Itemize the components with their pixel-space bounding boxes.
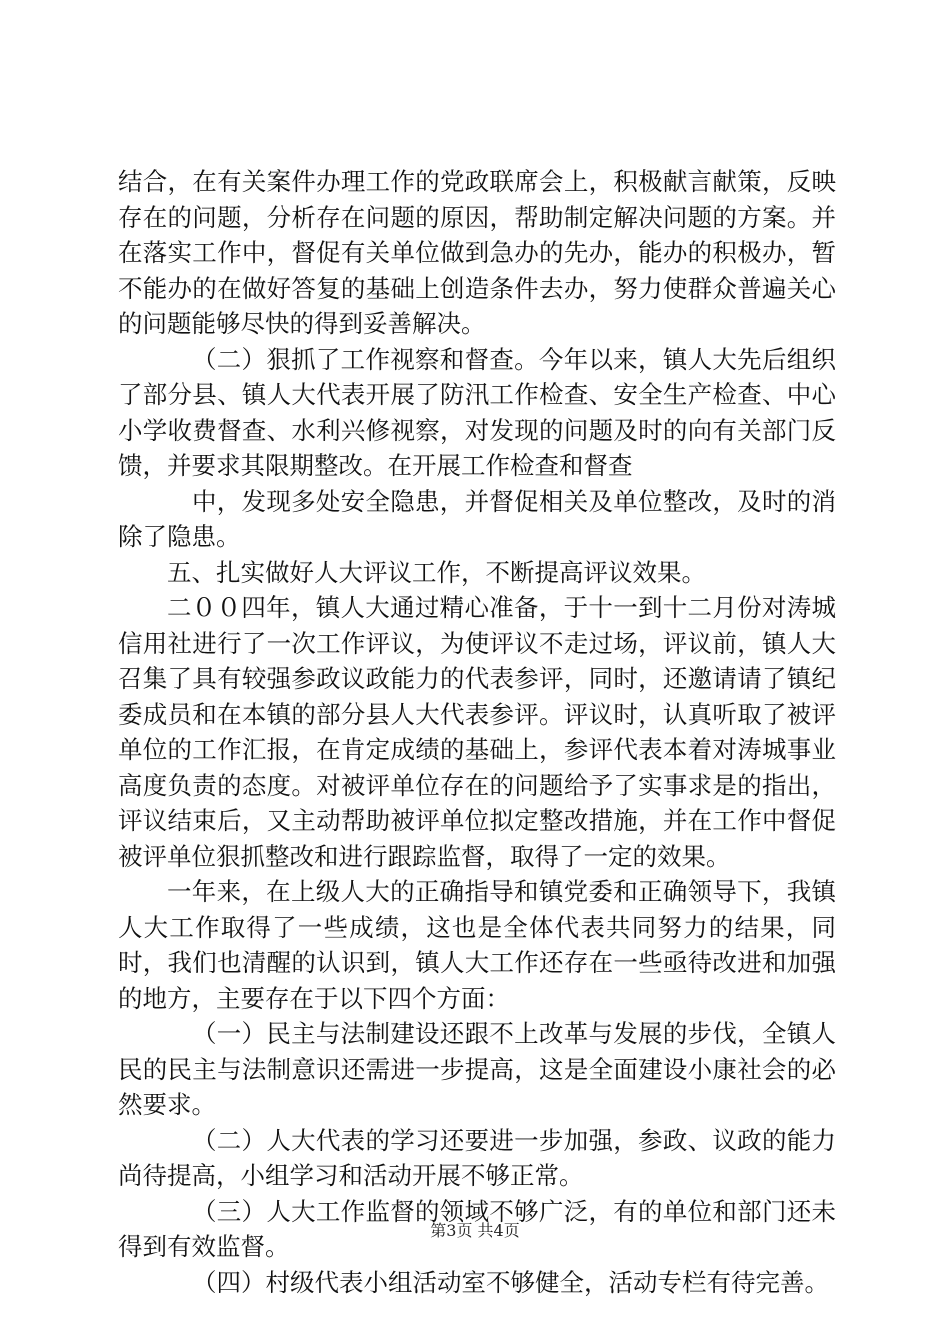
document-body	[118, 164, 836, 1300]
paragraph-3: 中，发现多处安全隐患，并督促相关及单位整改，及时的消除了隐患。	[118, 486, 836, 551]
section-heading-5: 五、扎实做好人大评议工作，不断提高评议效果。	[167, 557, 706, 587]
paragraph-5: 二００四年，镇人大通过精心准备，于十一到十二月份对涛城信用社进行了一次工作评议，为使评议不走过场，评议前，镇人大召集了具有较强参政议政能力的代表参评，同时，还邀请请了镇纪委成员和在本镇的部分县人大代表参评。评议时，认真听取了被评单位的工作汇报，在肯定成绩的基础上，参评代表本着对涛城事业高度负责的态度。对被评单位存在的问题给予了实事求是的指出，评议结束后，又主动帮助被评单位拟定整改措施，并在工作中督促被评单位狠抓整改和进行跟踪监督，取得了一定的效果。	[118, 593, 836, 871]
paragraph-2: （二）狠抓了工作视察和督查。今年以来，镇人大先后组织了部分县、镇人大代表开展了防汛工作检查、安全生产检查、中心小学收费督查、水利兴修视察，对发现的问题及时的向有关部门反馈，并要求其限期整改。在开展工作检查和督查	[118, 344, 836, 480]
paragraph-8: （二）人大代表的学习还要进一步加强，参政、议政的能力尚待提高，小组学习和活动开展不够正常。	[118, 1125, 836, 1190]
page-number: 第3页 共4页	[430, 1221, 520, 1240]
paragraph-1: 结合，在有关案件办理工作的党政联席会上，积极献言献策，反映存在的问题，分析存在问题的原因，帮助制定解决问题的方案。并在落实工作中，督促有关单位做到急办的先办，能办的积极办，暂不能办的在做好答复的基础上创造条件去办，努力使群众普遍关心的问题能够尽快的得到妥善解决。	[118, 167, 836, 338]
paragraph-7: （一）民主与法制建设还跟不上改革与发展的步伐，全镇人民的民主与法制意识还需进一步提高，这是全面建设小康社会的必然要求。	[118, 1019, 836, 1119]
paragraph-10: （四）村级代表小组活动室不够健全，活动专栏有待完善。	[192, 1267, 829, 1297]
paragraph-6: 一年来，在上级人大的正确指导和镇党委和正确领导下，我镇人大工作取得了一些成绩，这也是全体代表共同努力的结果，同时，我们也清醒的认识到，镇人大工作还存在一些亟待改进和加强的地方，主要存在于以下四个方面：	[118, 877, 836, 1013]
paragraph-9: （三）人大工作监督的领域不够广泛，有的单位和部门还未得到有效监督。	[118, 1196, 836, 1261]
